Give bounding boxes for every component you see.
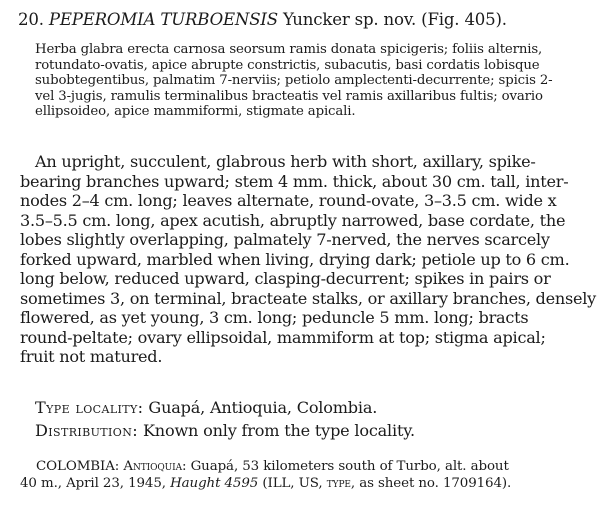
specimen-sheet: as sheet no. 1709164).	[359, 476, 512, 491]
description-line: fruit not matured.	[20, 347, 163, 366]
description-line: forked upward, marbled when living, drying dark; petiole up to 6 cm.	[20, 249, 570, 269]
distribution-row	[35, 421, 415, 441]
latin-line: ellipsoideo, apice mammiformi, stigmate apicali.	[35, 104, 356, 120]
type-locality-label: Type locality:	[35, 398, 144, 417]
description-line: sometimes 3, on terminal, bracteate stalks, or axillary branches, densely	[20, 288, 597, 308]
species-heading	[18, 10, 588, 30]
species-name: PEPEROMIA TURBOENSIS	[48, 10, 278, 29]
species-number: 20.	[18, 10, 44, 29]
specimen-country: COLOMBIA:	[36, 459, 120, 474]
latin-diagnosis	[35, 42, 588, 120]
specimen-herbaria: (ILL, US,	[262, 476, 323, 491]
specimen-line-2	[20, 475, 588, 492]
specimen-line-1	[20, 458, 588, 475]
description-line: 3.5–5.5 cm. long, apex acutish, abruptly narrowed, base cordate, the	[20, 210, 566, 230]
distribution-value: Known only from the type locality.	[142, 421, 415, 440]
description-line: round-peltate; ovary ellipsoidal, mammiform at top; stigma apical;	[20, 327, 546, 347]
latin-line: vel 3-jugis, ramulis terminalibus bracteatis vel ramis axillaribus fultis; ovario	[35, 88, 543, 104]
description-line: lobes slightly overlapping, palmately 7-nerved, the nerves scarcely	[20, 230, 550, 249]
type-locality-row	[35, 398, 377, 418]
specimen-altitude-date: 40 m., April 23, 1945,	[20, 476, 166, 491]
distribution-label: Distribution:	[35, 421, 139, 440]
description-line: nodes 2–4 cm. long; leaves alternate, round-ovate, 3–3.5 cm. wide x	[20, 191, 557, 210]
specimen-type-word: type,	[326, 476, 356, 491]
description-line: bearing branches upward; stem 4 mm. thick, about 30 cm. tall, inter-	[20, 171, 569, 191]
specimen-collector: Haught 4595	[170, 476, 259, 491]
type-locality-value: Guapá, Antioquia, Colombia.	[148, 398, 378, 417]
latin-line: subobtegentibus, palmatim 7-nerviis; petiolo amplectenti-decurrente; spicis 2-	[35, 73, 553, 89]
species-authority: Yuncker sp. nov. (Fig. 405).	[283, 10, 507, 29]
description-line: An upright, succulent, glabrous herb with short, axillary, spike-	[35, 152, 536, 171]
english-description	[20, 152, 597, 367]
description-line: long below, reduced upward, clasping-decurrent; spikes in pairs or	[20, 269, 551, 288]
latin-line: rotundato-ovatis, apice abrupte constrictis, subacutis, basi cordatis lobisque	[35, 57, 540, 73]
specimen-locality: Guapá, 53 kilometers south of Turbo, alt. about	[190, 459, 509, 474]
latin-line: Herba glabra erecta carnosa seorsum ramis donata spicigeris; foliis alternis,	[35, 42, 543, 57]
specimen-citation	[20, 458, 588, 492]
specimen-department: Antioquia:	[123, 459, 187, 474]
description-line: flowered, as yet young, 3 cm. long; peduncle 5 mm. long; bracts	[20, 308, 529, 327]
